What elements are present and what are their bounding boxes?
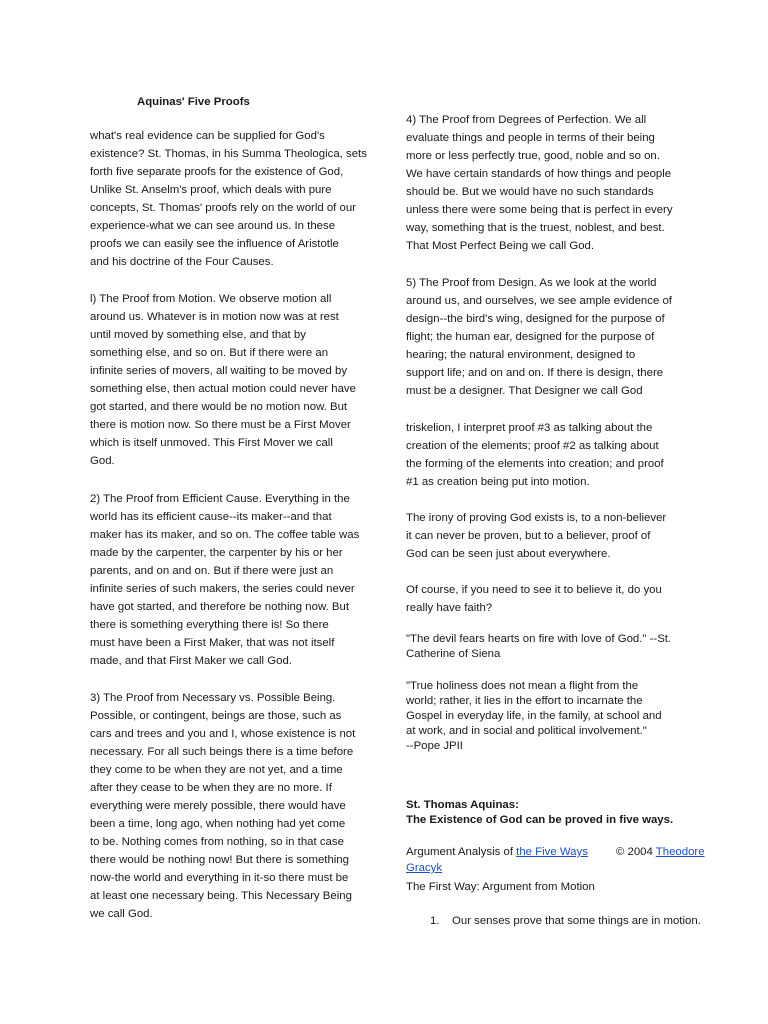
list-item-number: 1.	[430, 915, 440, 927]
faith-paragraph: Of course, if you need to see it to believe it, do you really have faith?	[406, 584, 662, 614]
proof-2-paragraph: 2) The Proof from Efficient Cause. Everything in the world has its efficient cause--its maker--and that maker has its maker, and so on. The coffee table was made by the carpenter, the carpenter by his or her parents, and on and on. But if there were just an infinite series of such makers, the series could never have got started, and therefore be nothing now. But there is something everything there is! So there must have been a First Maker, that was not itself made, and that First Maker we call God.	[90, 493, 360, 667]
first-way-heading: The First Way: Argument from Motion	[406, 881, 595, 893]
proof-4-paragraph: 4) The Proof from Degrees of Perfection. We all evaluate things and people in terms of their being more or less perfectly true, good, noble and so on. We have certain standards of how things and people should be. But we would have no such standards unless there were some being that is perfect in every way, something that is the truest, noblest, and best. That Most Perfect Being we call God.	[406, 114, 673, 252]
five-ways-link[interactable]: the Five Ways	[516, 846, 588, 858]
list-item-text: Our senses prove that some things are in motion.	[452, 915, 701, 927]
quote-pope-jpii: "True holiness does not mean a flight from the world; rather, it lies in the effort to incarnate the Gospel in everyday life, in the family, at school and at work, and in social and political involvement." --Pope JPII	[406, 680, 662, 752]
heading-st-thomas: St. Thomas Aquinas:	[406, 799, 519, 811]
document-title: Aquinas' Five Proofs	[137, 96, 250, 108]
quote-st-catherine: "The devil fears hearts on fire with love of God." --St. Catherine of Siena	[406, 633, 672, 660]
author-line-2	[406, 846, 706, 876]
proof-5-paragraph: 5) The Proof from Design. As we look at the world around us, and ourselves, we see ample evidence of design--the bird's wing, designed for the purpose of flight; the human ear, designed for the purpose of hearing; the natural environment, designed to support life; and on and on. If there is design, there must be a designer. That Designer we call God	[406, 277, 672, 397]
intro-paragraph: what's real evidence can be supplied for God's existence? St. Thomas, in his Summa Theologica, sets forth five separate proofs for the existence of God, Unlike St. Anselm's proof, which deals with pure concepts, St. Thomas' proofs rely on the world of our experience-what we can see around us. In these proofs we can easily see the influence of Aristotle and his doctrine of the Four Causes.	[90, 130, 367, 268]
irony-paragraph: The irony of proving God exists is, to a non-believer it can never be proven, but to a believer, proof of God can be seen just about everywhere.	[406, 512, 667, 560]
triskelion-paragraph: triskelion, I interpret proof #3 as talking about the creation of the elements; proof #2 as talking about the forming of the elements into creation; and proof #1 as creation being put into motion.	[406, 422, 664, 488]
heading-existence: The Existence of God can be proved in five ways.	[406, 814, 674, 826]
author-link-last[interactable]: Gracyk	[406, 862, 443, 874]
analysis-prefix: Argument Analysis of	[406, 846, 517, 858]
proof-3-paragraph: 3) The Proof from Necessary vs. Possible Being. Possible, or contingent, beings are those, such as cars and trees and you and I, whose existence is not necessary. For all such beings there is a time before they come to be when they are not yet, and a time after they cease to be when they are no more. If everything were merely possible, there would have been a time, long ago, when nothing had yet come to be. Nothing comes from nothing, so in that case there would be nothing now! But there is something now-the world and everything in it-so there must be at least one necessary being. This Necessary Being we call God.	[90, 692, 356, 920]
copyright-text: © 2004	[615, 846, 656, 858]
proof-1-paragraph: l) The Proof from Motion. We observe motion all around us. Whatever is in motion now was at rest until moved by something else, and that by something else, and so on. But if there were an infinite series of movers, all waiting to be moved by something else, then actual motion could never have got started, and there would be no motion now. But there is motion now. So there must be a First Mover which is itself unmoved. This First Mover we call God.	[90, 293, 356, 467]
author-link-first[interactable]: Theodore	[655, 846, 705, 858]
